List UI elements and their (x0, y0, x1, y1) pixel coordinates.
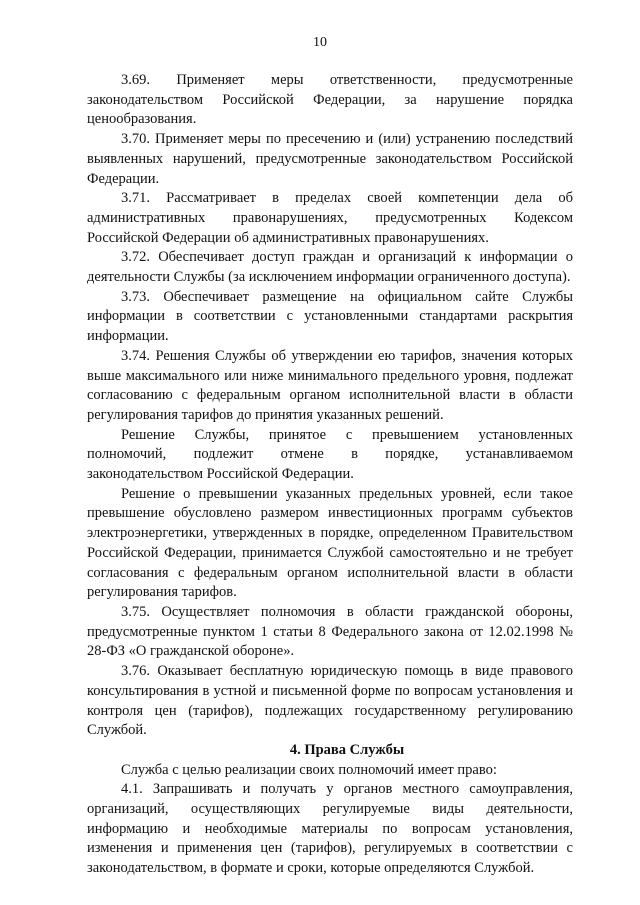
paragraph-decision-cancellation: Решение Службы, принятое с превышением установленных полномочий, подлежит отмене в порядке, устанавливаемом законодательством Российской Федерации. (87, 426, 573, 483)
section-title: 4. Права Службы (289, 741, 405, 758)
paragraph-4-1: 4.1. Запрашивать и получать у органов местного самоуправления, организаций, осуществляющих регулируемые виды деятельности, информацию и необходимые материалы по вопросам установления, изменения и применения цен (тарифов), регулируемых в соответствии с законодательством, в формате и сроки, которые определяются Службой. (87, 781, 573, 877)
paragraph-section-intro: Служба с целью реализации своих полномочий имеет право: (121, 761, 497, 778)
page-number: 10 (313, 35, 327, 50)
paragraph-3-76: 3.76. Оказывает бесплатную юридическую помощь в виде правового консультирования в устной и письменной форме по вопросам установления и контроля цен (тарифов), подлежащих государственному регулированию Службой. (87, 663, 573, 739)
paragraph-3-72: 3.72. Обеспечивает доступ граждан и организаций к информации о деятельности Службы (за исключением информации ограниченного доступа). (87, 249, 573, 286)
paragraph-3-71: 3.71. Рассматривает в пределах своей компетенции дела об административных правонарушениях, предусмотренных Кодексом Российской Федерации об административных правонарушениях. (87, 190, 573, 246)
paragraph-3-70: 3.70. Применяет меры по пресечению и (или) устранению последствий выявленных нарушений, предусмотренные законодательством Российской Федерации. (87, 131, 573, 187)
paragraph-3-73: 3.73. Обеспечивает размещение на официальном сайте Службы информации в соответствии с установленными стандартами раскрытия информации. (87, 288, 573, 345)
document-body (87, 71, 573, 879)
paragraph-decision-excess: Решение о превышении указанных предельных уровней, если такое превышение обусловлено размером инвестиционных программ субъектов электроэнергетики, утвержденных в порядке, определенном Правительством Российской Федерации, принимается Службой самостоятельно и не требует согласования с федеральным органом исполнительной власти в области регулирования тарифов. (87, 485, 573, 601)
paragraph-3-74: 3.74. Решения Службы об утверждении ею тарифов, значения которых выше максимального или ниже минимального предельного уровня, подлежат согласованию с федеральным органом исполнительной власти в области регулирования тарифов до принятия указанных решений. (87, 347, 573, 423)
paragraph-3-75: 3.75. Осуществляет полномочия в области гражданской обороны, предусмотренные пунктом 1 статьи 8 Федерального закона от 12.02.1998 № 28-ФЗ «О гражданской обороне». (87, 603, 573, 660)
paragraph-3-69: 3.69. Применяет меры ответственности, предусмотренные законодательством Российской Федерации, за нарушение порядка ценообразования. (87, 72, 573, 128)
